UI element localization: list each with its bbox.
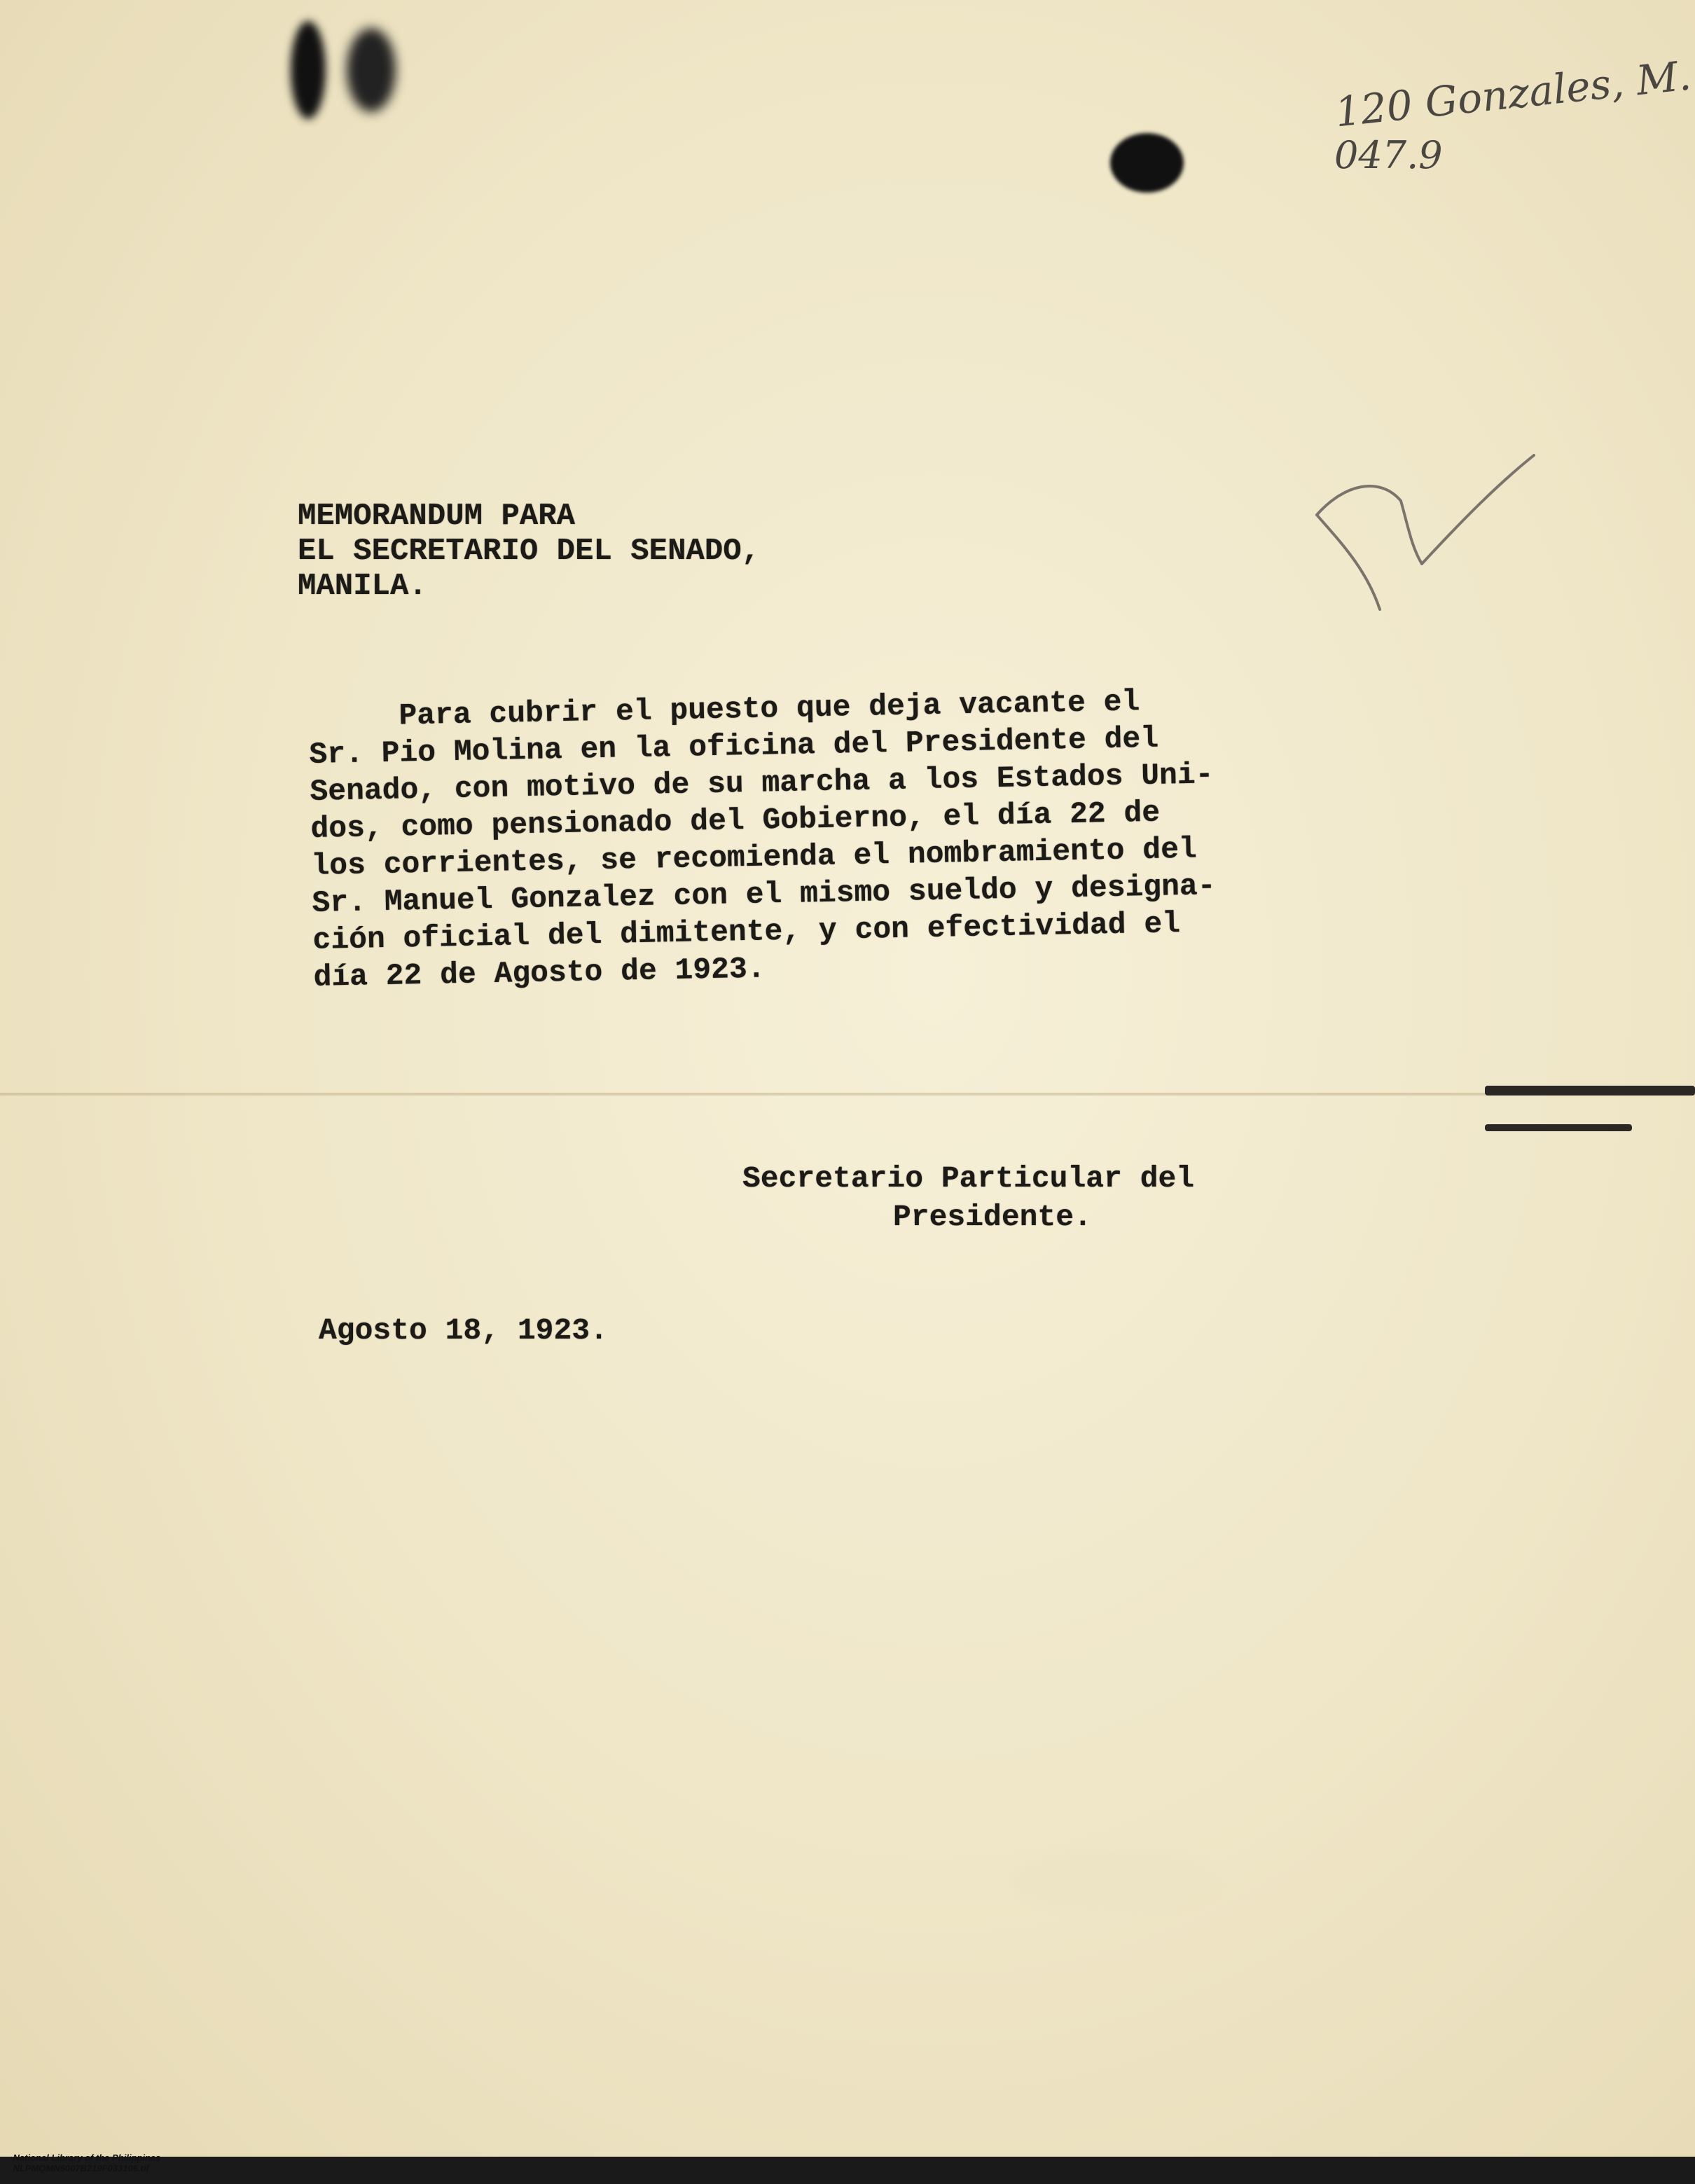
heading-line: MANILA. bbox=[298, 569, 427, 604]
body-line: los corrientes, se recomienda el nombramiento del bbox=[311, 831, 1198, 883]
water-stain-bottom bbox=[1009, 1849, 1219, 1912]
ink-blot-top-left-2 bbox=[347, 28, 396, 112]
body-line: Para cubrir el puesto que deja vacante el bbox=[308, 684, 1140, 735]
archive-institution: National Library of the Philippines bbox=[13, 2152, 161, 2163]
pencil-check-mark bbox=[1289, 378, 1541, 616]
heading-line: MEMORANDUM PARA bbox=[298, 499, 576, 534]
body-line: Sr. Manuel Gonzalez con el mismo sueldo y designa- bbox=[312, 869, 1217, 920]
ink-blot-top-left bbox=[291, 21, 326, 119]
body-line: Senado, con motivo de su marcha a los Estados Uni- bbox=[310, 757, 1214, 809]
body-line: Sr. Pio Molina en la oficina del Presidente del bbox=[309, 721, 1159, 772]
fold-line bbox=[0, 1093, 1695, 1096]
clip-mark-right bbox=[1485, 1086, 1695, 1096]
signature-title: Secretario Particular del bbox=[742, 1161, 1195, 1196]
clip-mark-right-2 bbox=[1485, 1124, 1632, 1131]
body-line: dos, como pensionado del Gobierno, el día 22 de bbox=[310, 795, 1161, 846]
handwritten-file-number: 047.9 bbox=[1334, 133, 1443, 177]
memo-date: Agosto 18, 1923. bbox=[319, 1313, 608, 1348]
signature-title: Presidente. bbox=[893, 1200, 1092, 1234]
body-line: día 22 de Agosto de 1923. bbox=[313, 951, 766, 995]
archive-caption bbox=[3, 2142, 176, 2184]
handwritten-file-note: 120 Gonzales, M. bbox=[1332, 51, 1694, 137]
body-line: ción oficial del dimitente, y con efectividad el bbox=[312, 906, 1181, 958]
archive-file-id: NLPMQMN5007B219F033106.tif bbox=[13, 2163, 149, 2173]
ink-blot-top-center bbox=[1110, 133, 1184, 193]
heading-line: EL SECRETARIO DEL SENADO, bbox=[298, 534, 761, 569]
